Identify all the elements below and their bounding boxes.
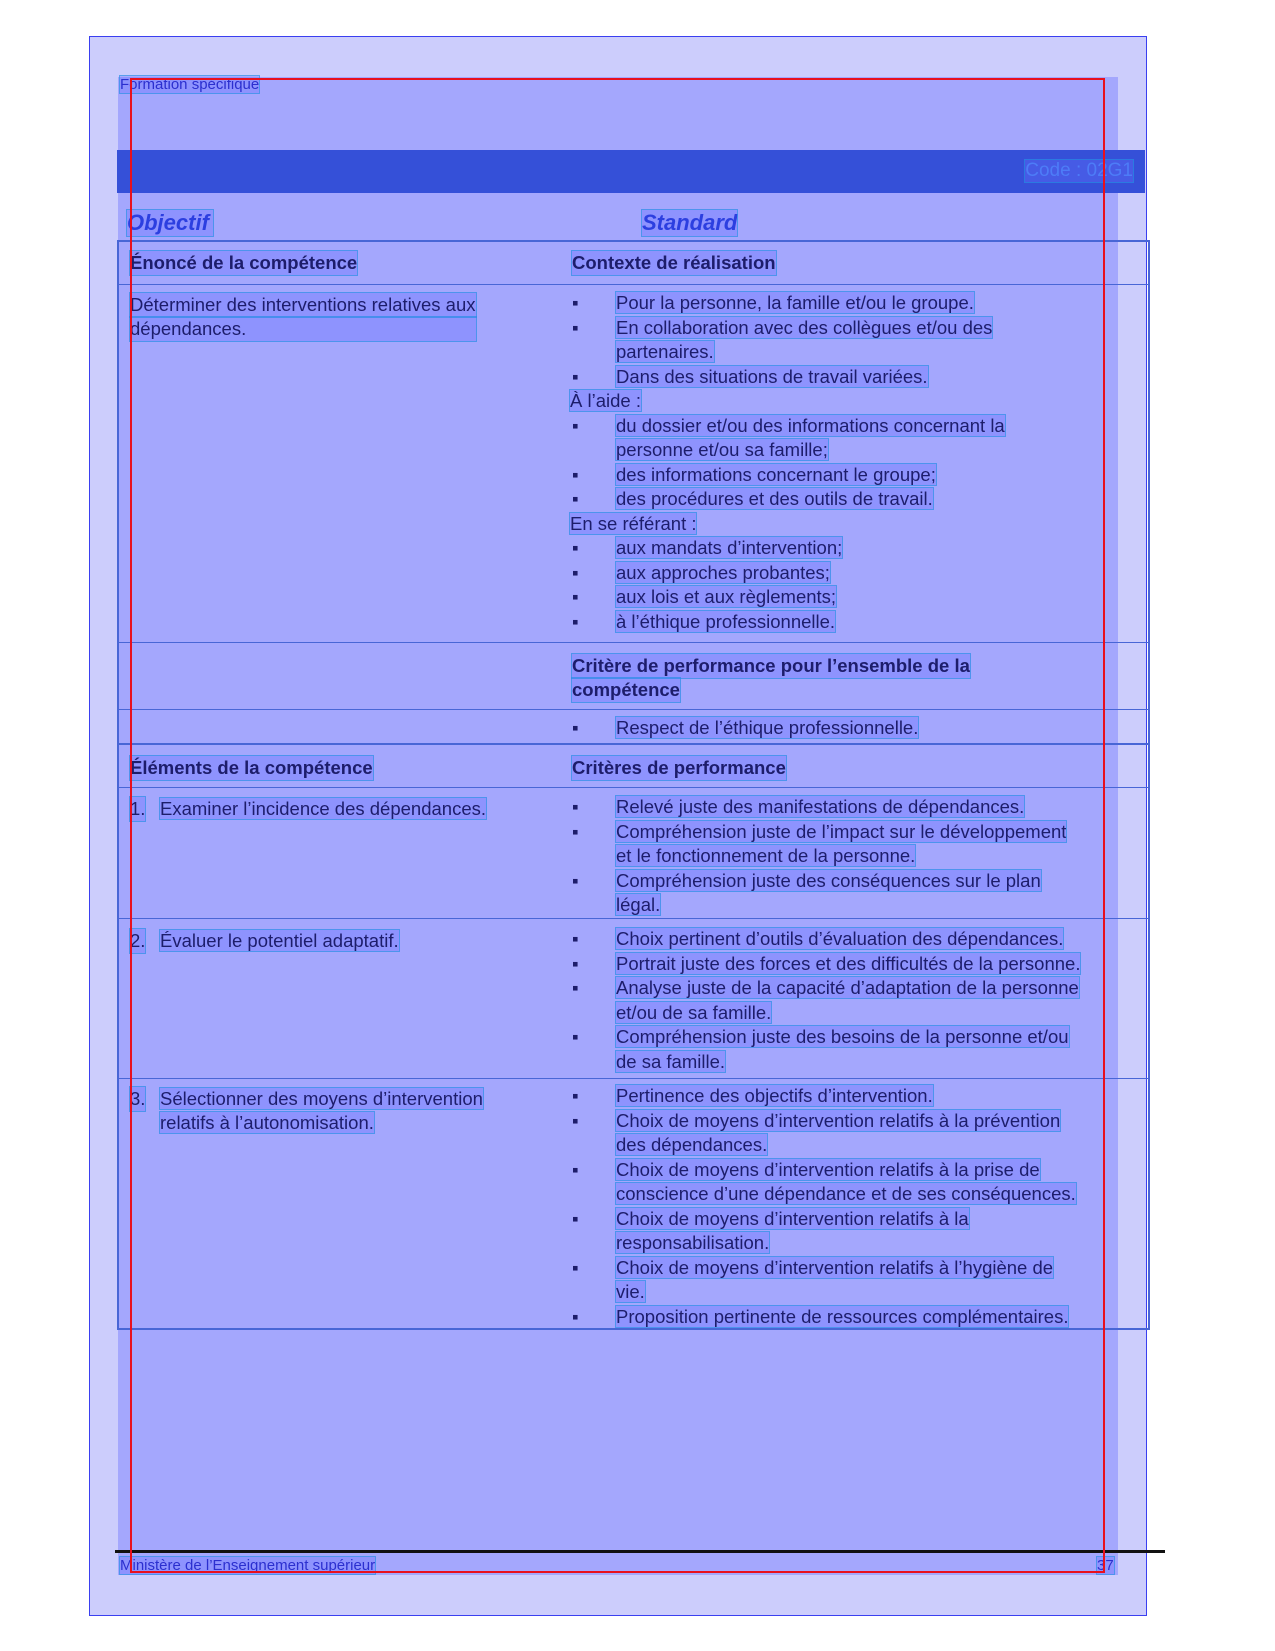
bullet-icon: ▪ — [572, 928, 579, 949]
bullet-icon: ▪ — [572, 717, 579, 738]
bullet-line: et le fonctionnement de la personne. — [616, 845, 916, 866]
contexte-item — [570, 536, 1186, 561]
bullet-line: des procédures et des outils de travail. — [616, 488, 933, 509]
bullet-icon: ▪ — [572, 316, 579, 338]
bullet-icon: ▪ — [572, 1305, 579, 1327]
bullet-line: vie. — [616, 1281, 645, 1302]
bullet-icon: ▪ — [572, 610, 579, 632]
criteres-header: Critères de performance — [572, 757, 786, 778]
bullet-icon: ▪ — [572, 537, 579, 558]
bullet-line: aux approches probantes; — [616, 561, 830, 583]
critere-item — [570, 952, 1186, 977]
page-number: 37 — [1097, 1557, 1114, 1574]
critere-item — [570, 1084, 1186, 1109]
element-line: relatifs à l’autonomisation. — [160, 1112, 374, 1133]
bullet-line: du dossier et/ou des informations concernant la — [616, 414, 1005, 436]
bullet-line: des dépendances. — [616, 1134, 768, 1155]
bullet-icon: ▪ — [572, 952, 579, 974]
contexte-list — [570, 291, 1186, 634]
bullet-icon: ▪ — [572, 977, 579, 998]
contexte-item — [570, 414, 1186, 463]
row-divider — [119, 284, 1148, 285]
bullet-line: Choix de moyens d’intervention relatifs à la prévention — [616, 1109, 1061, 1131]
bullet-line: à l’éthique professionnelle. — [616, 610, 836, 632]
critere-item — [570, 927, 1186, 952]
bullet-line: Analyse juste de la capacité d’adaptation de la personne — [616, 977, 1079, 998]
critere-ensemble-header-line: Critère de performance pour l’ensemble de la — [572, 655, 970, 676]
critere-item — [570, 1158, 1186, 1207]
enonce-text — [130, 293, 476, 341]
element-line: 3. Sélectionner des moyens d’intervention — [130, 1088, 483, 1109]
code-bar — [117, 150, 1145, 193]
row-divider — [119, 743, 1148, 745]
bullet-icon: ▪ — [572, 1158, 579, 1180]
bullet-icon: ▪ — [572, 463, 579, 485]
contexte-subheading-line: À l’aide : — [570, 390, 641, 411]
bullet-icon: ▪ — [572, 796, 579, 817]
enonce-line: Déterminer des interventions relatives aux — [130, 294, 476, 315]
bullet-icon: ▪ — [572, 365, 579, 387]
bullet-line: Choix de moyens d’intervention relatifs à l’hygiène de — [616, 1256, 1054, 1278]
critere-item — [570, 1025, 1186, 1074]
critere-item — [570, 1305, 1186, 1330]
bullet-line: Proposition pertinente de ressources complémentaires. — [616, 1305, 1069, 1327]
program-code: Code : 02G1 — [1025, 160, 1133, 181]
bullet-icon: ▪ — [572, 488, 579, 509]
criteres-element-2 — [570, 927, 1186, 1074]
bullet-line: aux lois et aux règlements; — [616, 586, 837, 607]
bullet-line: légal. — [616, 894, 661, 915]
bullet-line: responsabilisation. — [616, 1232, 770, 1253]
bullet-line: Pour la personne, la famille et/ou le groupe. — [616, 292, 974, 313]
bullet-line: Pertinence des objectifs d’intervention. — [616, 1085, 933, 1106]
bullet-icon: ▪ — [572, 820, 579, 842]
bullet-line: Dans des situations de travail variées. — [616, 365, 928, 387]
footer-rule — [115, 1550, 1165, 1553]
criteres-element-1 — [570, 795, 1186, 918]
bullet-line: Portrait juste des forces et des difficultés de la personne. — [616, 952, 1081, 974]
critere-ensemble-list — [570, 716, 1186, 741]
bullet-line: conscience d’une dépendance et de ses conséquences. — [616, 1183, 1076, 1204]
contexte-item — [570, 561, 1186, 586]
row-divider — [119, 642, 1148, 643]
bullet-line: Choix pertinent d’outils d’évaluation des dépendances. — [616, 928, 1064, 949]
bullet-icon: ▪ — [572, 1026, 579, 1047]
bullet-line: Compréhension juste des conséquences sur le plan — [616, 869, 1041, 891]
bullet-icon: ▪ — [572, 1207, 579, 1229]
bullet-line: Compréhension juste de l’impact sur le développement — [616, 820, 1067, 842]
contexte-item — [570, 291, 1186, 316]
element-3 — [130, 1087, 483, 1135]
objectif-title: Objectif — [127, 210, 213, 236]
bullet-line: de sa famille. — [616, 1050, 725, 1072]
critere-item — [570, 869, 1186, 918]
element-number: 1. — [130, 798, 146, 819]
contexte-item — [570, 610, 1186, 635]
contexte-item — [570, 487, 1186, 512]
critere-item — [570, 1256, 1186, 1305]
element-number: 2. — [130, 930, 146, 951]
elements-header: Éléments de la compétence — [130, 757, 373, 778]
bullet-line: partenaires. — [616, 341, 714, 362]
element-line: 2. Évaluer le potentiel adaptatif. — [130, 930, 399, 951]
contexte-subheading — [570, 512, 1140, 537]
contexte-header: Contexte de réalisation — [572, 252, 776, 273]
running-head: Formation spécifique — [120, 76, 260, 93]
critere-item — [570, 795, 1186, 820]
standard-title: Standard — [642, 210, 738, 235]
element-number: 3. — [130, 1088, 146, 1109]
bullet-icon: ▪ — [572, 1256, 579, 1278]
critere-item — [570, 820, 1186, 869]
row-divider — [119, 709, 1148, 710]
footer-publisher: Ministère de l’Enseignement supérieur — [120, 1557, 376, 1574]
bullet-icon: ▪ — [572, 414, 579, 436]
bullet-line: aux mandats d’intervention; — [616, 537, 843, 558]
bullet-line: personne et/ou sa famille; — [616, 439, 828, 460]
bullet-icon: ▪ — [572, 1109, 579, 1131]
row-divider — [119, 1078, 1148, 1079]
bullet-icon: ▪ — [572, 586, 579, 607]
bullet-icon: ▪ — [572, 869, 579, 891]
enonce-header: Énoncé de la compétence — [130, 252, 358, 273]
element-1 — [130, 797, 486, 821]
bullet-line: En collaboration avec des collègues et/ou des — [616, 316, 993, 338]
critere-ensemble-item — [570, 716, 1186, 741]
bullet-icon: ▪ — [572, 561, 579, 583]
critere-ensemble-header — [572, 654, 970, 702]
critere-ensemble-header-line: compétence — [572, 679, 680, 700]
element-line: 1. Examiner l’incidence des dépendances. — [130, 798, 487, 819]
critere-item — [570, 976, 1186, 1025]
element-2 — [130, 929, 399, 953]
contexte-subheading — [570, 389, 1140, 414]
enonce-line: dépendances. — [130, 317, 476, 341]
bullet-line: Relevé juste des manifestations de dépendances. — [616, 796, 1025, 817]
row-divider — [119, 787, 1148, 788]
bullet-line: Choix de moyens d’intervention relatifs à la prise de — [616, 1158, 1040, 1180]
contexte-item — [570, 316, 1186, 365]
contexte-item — [570, 585, 1186, 610]
bullet-icon: ▪ — [572, 292, 579, 313]
bullet-line: des informations concernant le groupe; — [616, 463, 936, 485]
row-divider — [119, 918, 1148, 919]
bullet-line: Compréhension juste des besoins de la personne et/ou — [616, 1026, 1069, 1047]
bullet-line: Choix de moyens d’intervention relatifs à la — [616, 1207, 969, 1229]
contexte-item — [570, 463, 1186, 488]
critere-item — [570, 1207, 1186, 1256]
bullet-line: et/ou de sa famille. — [616, 1001, 772, 1023]
bullet-icon: ▪ — [572, 1085, 579, 1106]
contexte-item — [570, 365, 1186, 390]
critere-item — [570, 1109, 1186, 1158]
criteres-element-3 — [570, 1084, 1186, 1329]
bullet-line: Respect de l’éthique professionnelle. — [616, 717, 919, 738]
contexte-subheading-line: En se référant : — [570, 512, 697, 534]
